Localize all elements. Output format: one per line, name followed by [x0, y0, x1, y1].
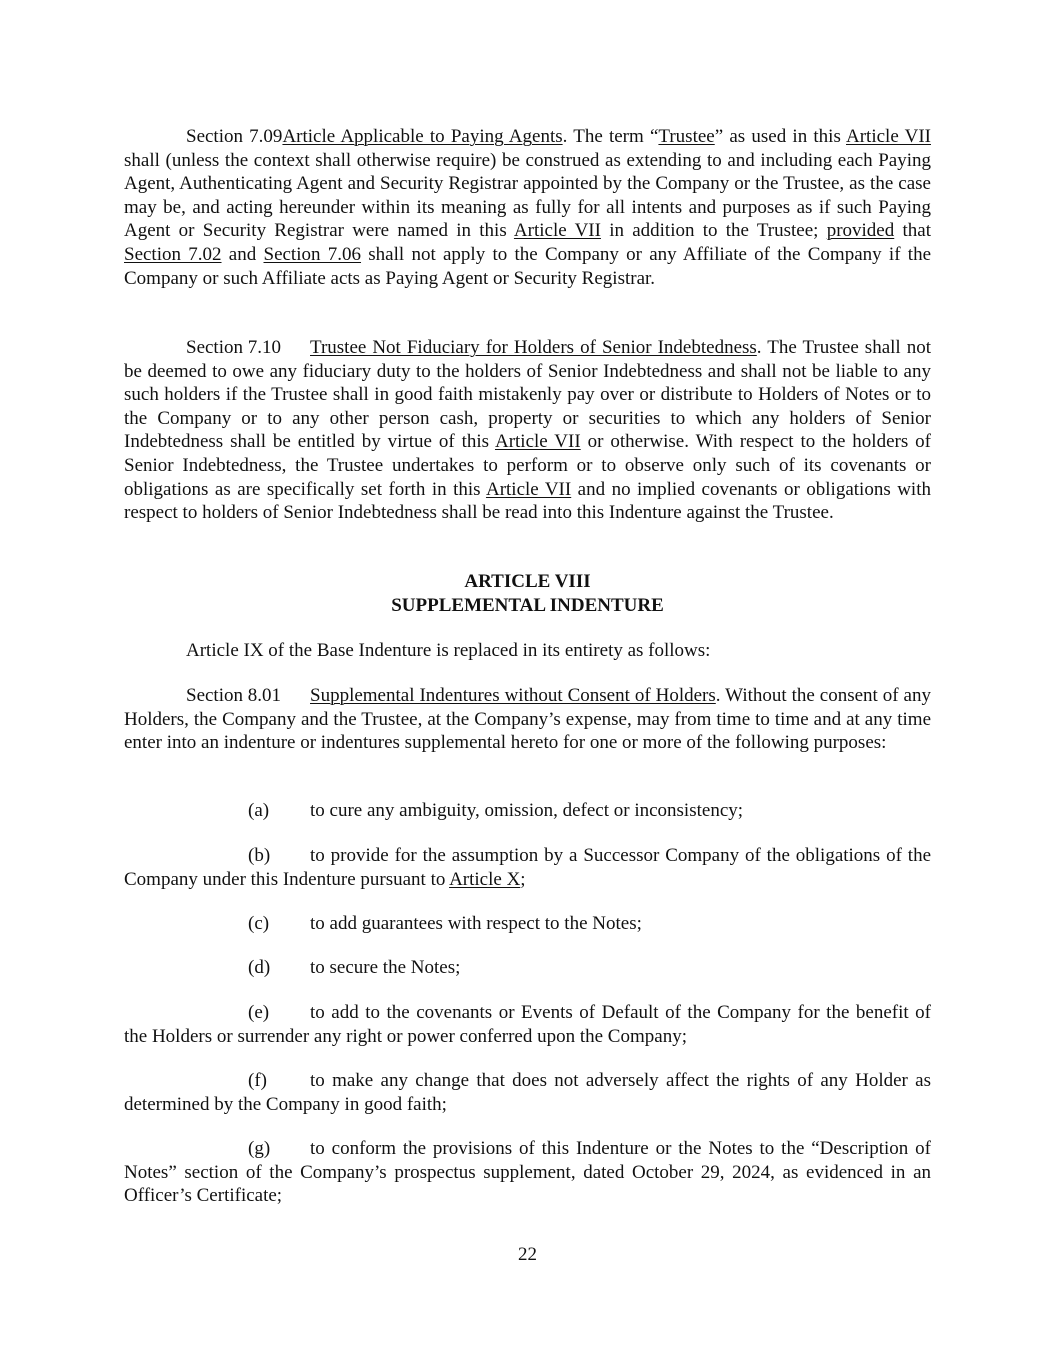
clause-c: (c) to add guarantees with respect to the Notes;	[248, 913, 642, 934]
section-number: Section 7.09	[186, 126, 283, 147]
section-7-09: Section 7.09Article Applicable to Paying Agents. The term “Trustee” as used in this Article VII shall (unless the context shall otherwise require) be construed as extending to and including each Paying Agent, Authenticating Agent and Security Registrar appointed by the Company or the Trustee, as the case may be, and acting hereunder within its meaning as fully for all intents and purposes as if such Paying Agent or Security Registrar were named in this Article VII in addition to the Trustee; provided that Section 7.02 and Section 7.06 shall not apply to the Company or any Affiliate of the Company if the Company or such Affiliate acts as Paying Agent or Security Registrar.	[124, 126, 932, 289]
clause-label: (c)	[248, 913, 270, 934]
term-trustee: Trustee	[658, 126, 715, 147]
reference-article-vii: Article VII	[846, 126, 931, 147]
section-8-01: Section 8.01 Supplemental Indentures without Consent of Holders. Without the consent of any Holders, the Company and the Trustee, at the Company’s expense, may from time to time and at any time enter into an indenture or indentures supplemental hereto for one or more of the following purposes:	[124, 685, 931, 754]
article-heading-block	[124, 570, 931, 617]
section-number: Section 7.10	[186, 337, 281, 358]
reference-section-7-06: Section 7.06	[263, 243, 362, 265]
reference-section-7-02: Section 7.02	[124, 243, 222, 265]
page-number: 22	[518, 1244, 537, 1265]
clause-g: (g) to conform the provisions of this Indenture or the Notes to the “Description of Notes” section of the Company’s prospectus supplement, dated October 29, 2024, as evidenced in an Officer’s Certificate;	[124, 1138, 931, 1207]
clause-e: (e) to add to the covenants or Events of Default of the Company for the benefit of the Holders or surrender any right or power conferred upon the Company;	[124, 1002, 931, 1047]
reference-article-vii: Article VII	[494, 431, 581, 453]
reference-article-x: Article X	[449, 868, 521, 890]
clause-label: (d)	[248, 957, 271, 978]
clause-a: (a) to cure any ambiguity, omission, defect or inconsistency;	[248, 800, 744, 821]
section-title: Supplemental Indentures without Consent of Holders	[310, 685, 716, 706]
section-7-10: Section 7.10 Trustee Not Fiduciary for Holders of Senior Indebtedness. The Trustee shall not be deemed to owe any fiduciary duty to the holders of Senior Indebtedness and shall not be liable to any such holders if the Trustee shall in good faith mistakenly pay over or distribute to Holders of Notes or to the Company or to any other person cash, property or securities to which any holders of Senior Indebtedness shall be entitled by virtue of this Article VII or otherwise. With respect to the holders of Senior Indebtedness, the Trustee undertakes to perform or to observe only such of its covenants or obligations as are specifically set forth in this Article VII and no implied covenants or obligations with respect to holders of Senior Indebtedness shall be read into this Indenture against the Trustee.	[124, 337, 931, 524]
reference-article-vii: Article VII	[485, 478, 572, 500]
section-title: Trustee Not Fiduciary for Holders of Senior Indebtedness	[310, 337, 757, 358]
article-intro: Article IX of the Base Indenture is replaced in its entirety as follows:	[186, 640, 711, 661]
term-provided: provided	[826, 220, 895, 242]
section-number: Section 8.01	[186, 685, 281, 706]
article-heading: ARTICLE VIII	[464, 571, 591, 592]
clause-label: (e)	[248, 1002, 270, 1023]
clause-label: (b)	[248, 845, 271, 866]
reference-article-vii: Article VII	[513, 220, 601, 242]
section-title: Article Applicable to Paying Agents	[282, 126, 563, 147]
clause-f: (f) to make any change that does not adversely affect the rights of any Holder as determined by the Company in good faith;	[124, 1070, 931, 1115]
clause-b: (b) to provide for the assumption by a Successor Company of the obligations of the Company under this Indenture pursuant to Article X;	[124, 845, 931, 890]
clause-label: (f)	[248, 1070, 267, 1091]
clause-label: (a)	[248, 800, 270, 821]
clause-d: (d) to secure the Notes;	[248, 957, 461, 978]
article-subheading: SUPPLEMENTAL INDENTURE	[391, 594, 664, 616]
clause-label: (g)	[248, 1138, 271, 1159]
